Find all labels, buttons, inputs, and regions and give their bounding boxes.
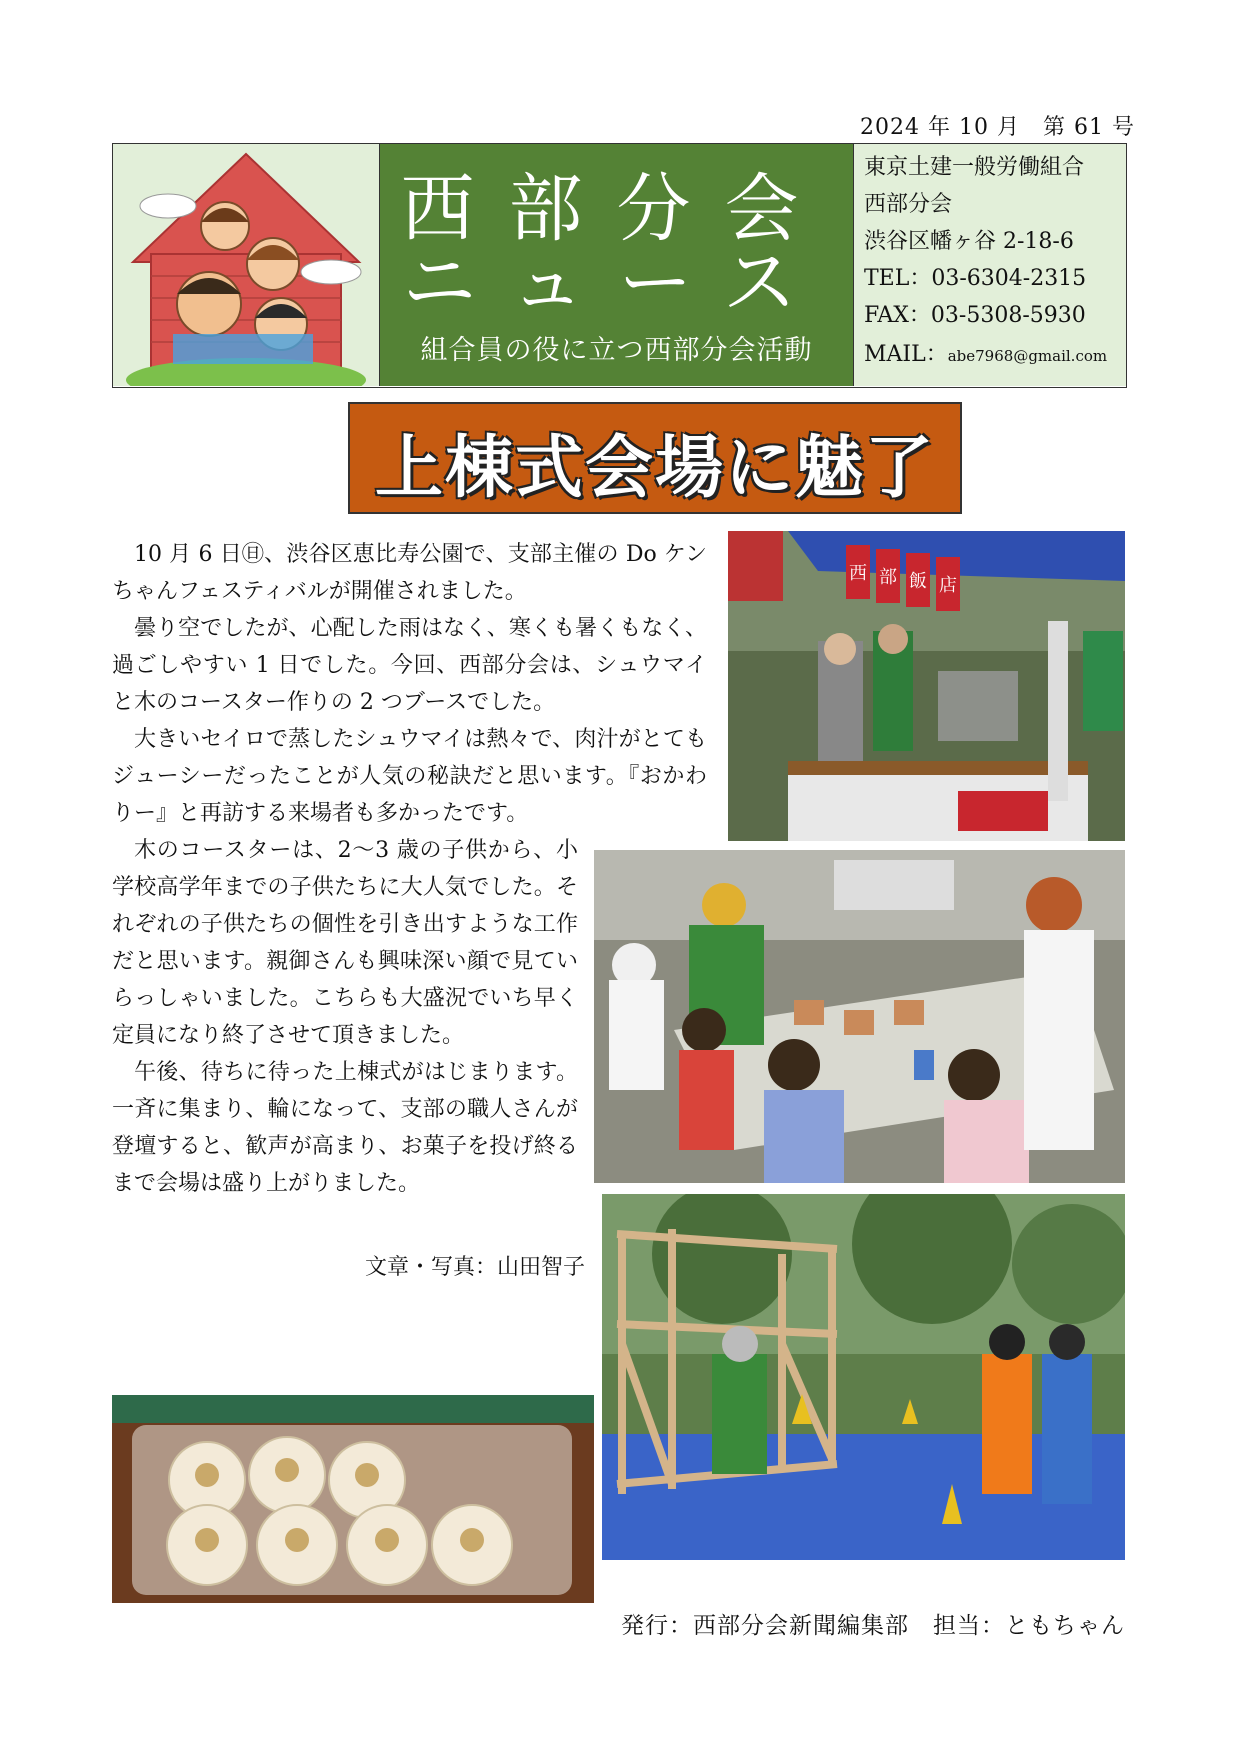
contact-mail-label: MAIL： xyxy=(864,342,948,367)
family-house-logo xyxy=(113,144,380,386)
contact-fax: FAX：03-5308-5930 xyxy=(864,303,1086,328)
contact-mail-address[interactable]: abe7968@gmail.com xyxy=(947,347,1108,365)
article-headline xyxy=(348,402,962,514)
headline-text: 上棟式会場に魅了 xyxy=(374,429,935,508)
contact-block xyxy=(854,144,1126,386)
masthead-title-line2: ニュース xyxy=(402,240,831,326)
contact-org: 東京土建一般労働組合 xyxy=(864,155,1085,180)
masthead-subtitle: 組合員の役に立つ西部分会活動 xyxy=(420,335,813,366)
coaster-workshop-photo xyxy=(594,850,1125,1183)
issue-line xyxy=(860,110,1135,141)
article-paragraph-1: 10 月 6 日㊐、渋谷区恵比寿公園で、支部主催の Do ケンちゃんフェスティバルが開催されました。 xyxy=(112,542,707,604)
contact-mail xyxy=(864,337,1107,368)
shumai-photo xyxy=(112,1395,594,1603)
contact-tel: TEL：03-6304-2315 xyxy=(864,266,1087,291)
booth-banner-char: 飯 xyxy=(909,571,927,592)
article-paragraph-3: 大きいセイロで蒸したシュウマイは熱々で、肉汁がとてもジューシーだったことが人気の秘訣だと思います。『おかわりー』と再訪する来場者も多かったです。 xyxy=(112,727,707,826)
issue-number: 第 61 号 xyxy=(1042,115,1135,140)
contact-branch: 西部分会 xyxy=(864,192,953,217)
article-paragraph-2: 曇り空でしたが、心配した雨はなく、寒くも暑くもなく、過ごしやすい 1 日でした。今回、西部分会は、シュウマイと木のコースター作りの 2 つブースでした。 xyxy=(112,616,707,715)
booth-photo xyxy=(728,531,1125,841)
publisher-footer: 発行：西部分会新聞編集部 担当：ともちゃん xyxy=(621,1613,1125,1639)
photo-credit: 文章・写真：山田智子 xyxy=(364,1255,585,1280)
issue-date: 2024 年 10 月 xyxy=(860,115,1020,140)
masthead-title-line1: 西部分会 xyxy=(400,166,833,252)
masthead xyxy=(112,143,1127,388)
booth-banner-char: 西 xyxy=(849,563,867,584)
booth-banner-char: 店 xyxy=(939,575,957,596)
article-paragraph-4: 木のコースターは、2〜3 歳の子供から、小学校高学年までの子供たちに大人気でした。それぞれの子供たちの個性を引き出すような工作だと思います。親御さんも興味深い顔で見ていらっしゃいました。こちらも大盛況でいち早く定員になり終了させて頂きました。 xyxy=(112,838,578,1048)
framing-ceremony-photo xyxy=(602,1194,1125,1560)
article-paragraph-5: 午後、待ちに待った上棟式がはじまります。一斉に集まり、輪になって、支部の職人さんが登壇すると、歓声が高まり、お菓子を投げ終るまで会場は盛り上がりました。 xyxy=(112,1060,578,1196)
booth-banner-char: 部 xyxy=(879,567,897,588)
masthead-title-block xyxy=(380,144,854,386)
contact-address: 渋谷区幡ヶ谷 2-18-6 xyxy=(864,229,1074,254)
